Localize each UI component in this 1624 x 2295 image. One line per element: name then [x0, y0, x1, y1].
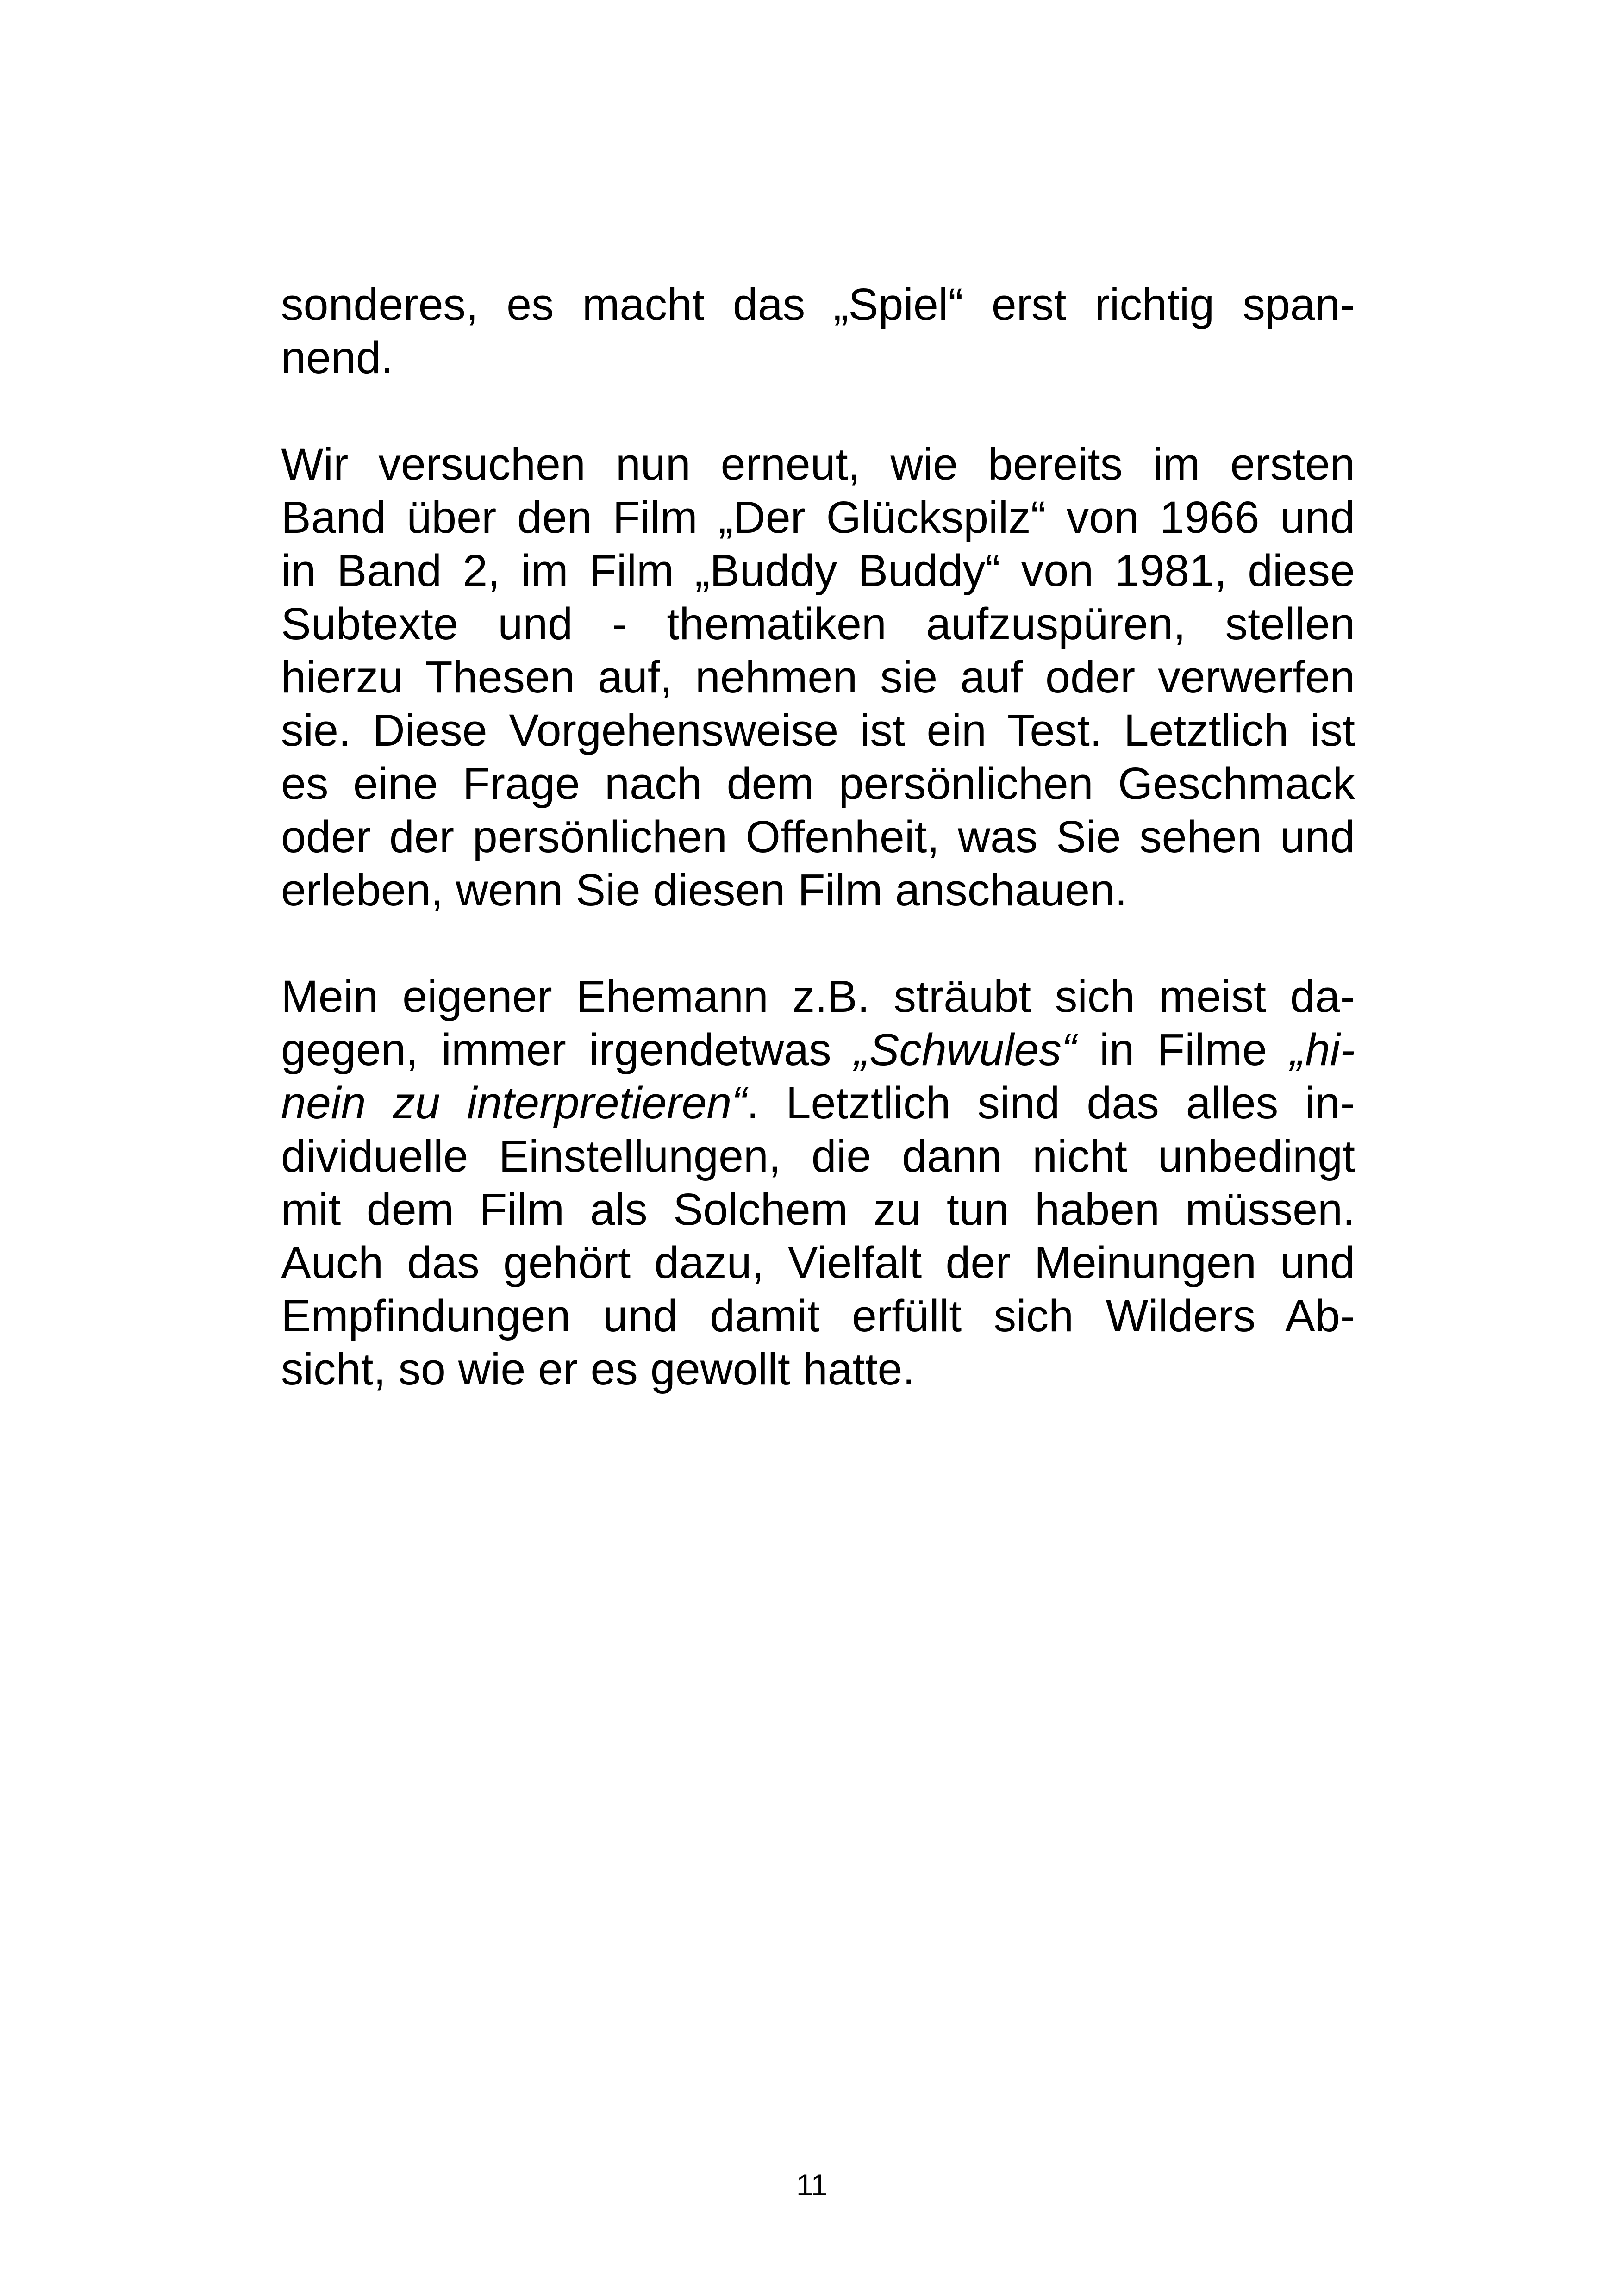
text-segment: nend.	[281, 332, 394, 383]
text-segment: oder der persönlichen Offenheit, was Sie sehen und	[281, 811, 1355, 862]
text-line	[281, 1183, 1355, 1236]
text-line	[281, 650, 1355, 704]
text-segment: mit dem Film als Solchem zu tun haben müssen.	[281, 1184, 1355, 1235]
text-line	[281, 491, 1355, 544]
italic-text: nein zu interpretieren“	[281, 1078, 747, 1128]
text-segment: Empfindungen und damit erfüllt sich Wilders Ab-	[281, 1291, 1355, 1341]
text-line	[281, 970, 1355, 1023]
text-segment: sicht, so wie er es gewollt hatte.	[281, 1344, 915, 1394]
paragraph	[281, 278, 1355, 384]
paragraph	[281, 970, 1355, 1396]
text-segment: hierzu Thesen auf, nehmen sie auf oder verwerfen	[281, 652, 1355, 702]
text-segment: Subtexte und - thematiken aufzuspüren, stellen	[281, 599, 1355, 649]
page-number: 11	[796, 2168, 828, 2202]
italic-text: „hi-	[1290, 1024, 1355, 1075]
text-segment: Band über den Film „Der Glückspilz“ von 1966 und	[281, 492, 1355, 543]
text-segment: sonderes, es macht das „Spiel“ erst richtig span-	[281, 279, 1355, 330]
text-segment: dividuelle Einstellungen, die dann nicht unbedingt	[281, 1131, 1355, 1181]
text-line	[281, 544, 1355, 597]
italic-text: „Schwules“	[854, 1024, 1077, 1075]
text-segment: es eine Frage nach dem persönlichen Geschmack	[281, 758, 1355, 809]
text-line	[281, 810, 1355, 863]
text-line	[281, 1023, 1355, 1076]
text-segment: Wir versuchen nun erneut, wie bereits im ersten	[281, 439, 1355, 489]
text-line	[281, 437, 1355, 491]
text-line	[281, 1129, 1355, 1183]
text-segment: sie. Diese Vorgehensweise ist ein Test. Letztlich ist	[281, 705, 1355, 755]
text-line	[281, 1236, 1355, 1289]
text-line	[281, 1076, 1355, 1129]
text-segment: . Letztlich sind das alles in-	[746, 1078, 1355, 1128]
text-line	[281, 1289, 1355, 1342]
text-segment: Mein eigener Ehemann z.B. sträubt sich meist da-	[281, 971, 1355, 1022]
body-text	[281, 278, 1355, 1449]
text-segment: Auch das gehört dazu, Vielfalt der Meinungen und	[281, 1237, 1355, 1288]
paragraph	[281, 437, 1355, 917]
text-line	[281, 278, 1355, 331]
text-segment: in Filme	[1076, 1024, 1290, 1075]
text-line	[281, 1342, 1355, 1396]
text-line	[281, 757, 1355, 810]
text-line	[281, 331, 1355, 384]
text-segment: gegen, immer irgendetwas	[281, 1024, 855, 1075]
text-line	[281, 704, 1355, 757]
text-line	[281, 863, 1355, 917]
text-segment: in Band 2, im Film „Buddy Buddy“ von 1981, diese	[281, 545, 1355, 596]
text-line	[281, 597, 1355, 650]
text-segment: erleben, wenn Sie diesen Film anschauen.	[281, 865, 1127, 915]
